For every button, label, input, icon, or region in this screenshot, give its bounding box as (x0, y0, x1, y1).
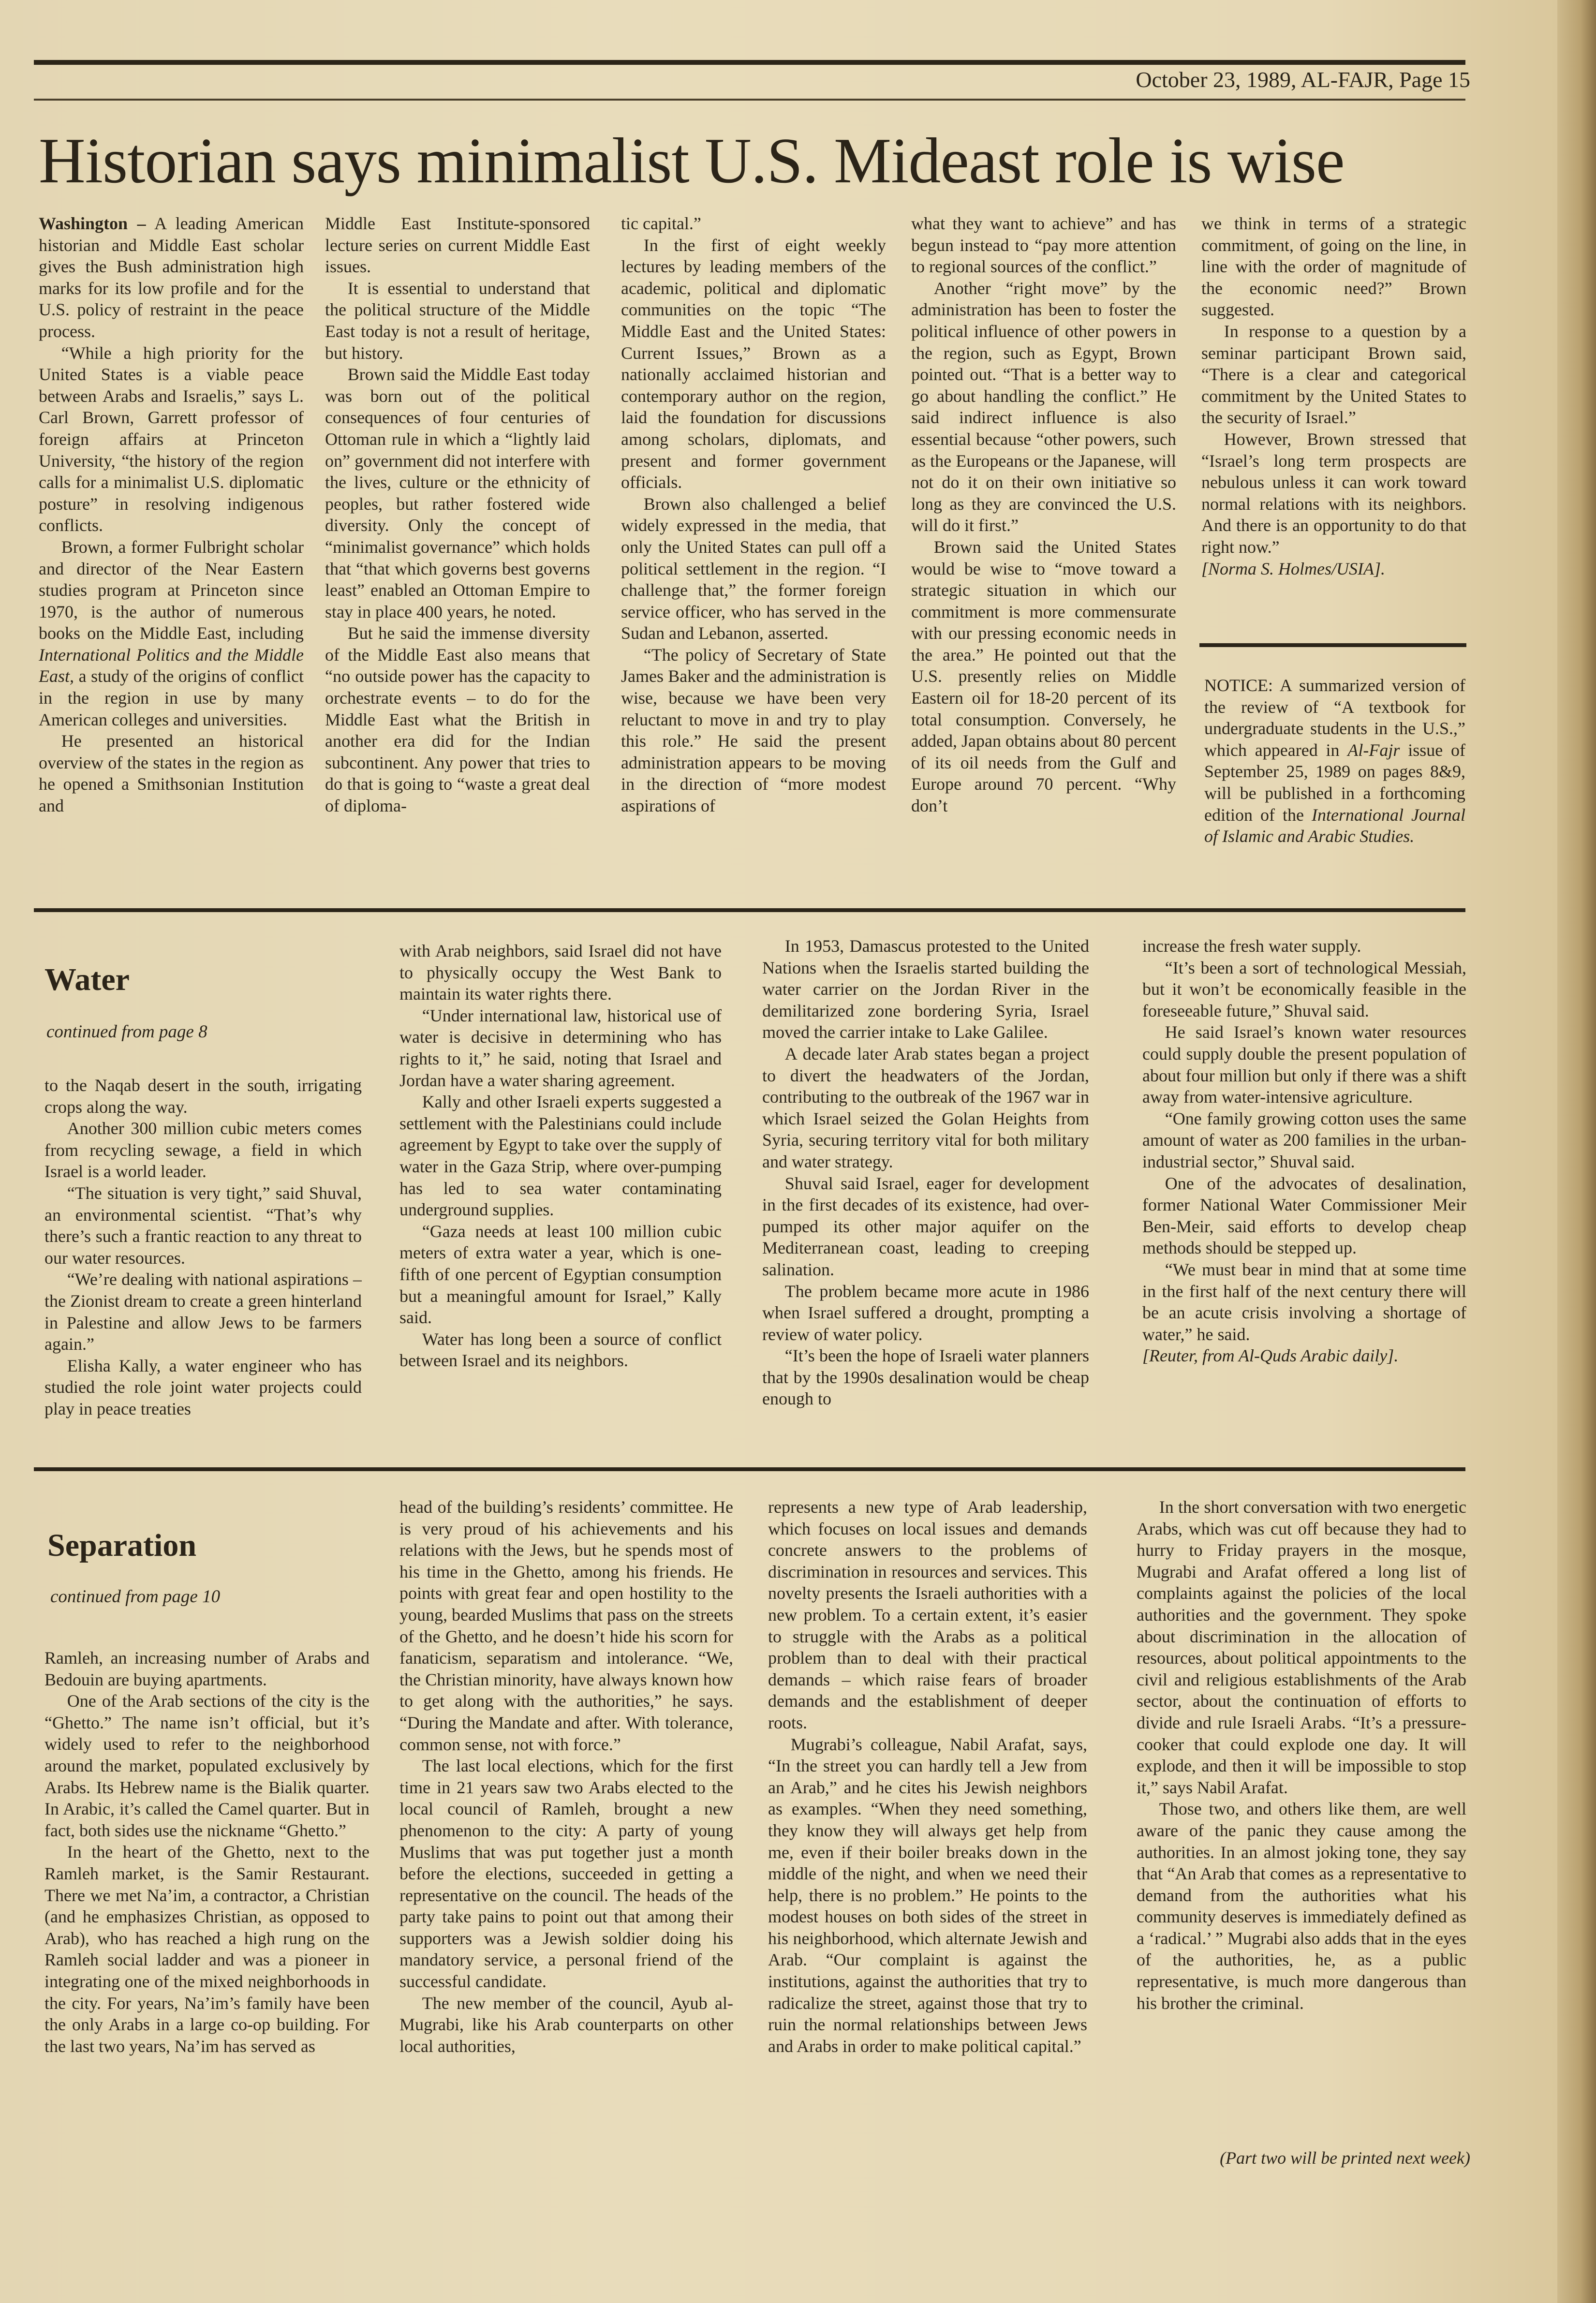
article1-column-4: what they want to achieve” and has begun instead to “pay more attention to regional sources of the conflict.” Another “right move” by the administration has been to foster the political influence of other powers in the region, such as Egypt, Brown pointed out. “That is a better way to go about handling the conflict.” He said indirect influence is also essential because “other powers, such as the Europeans or the Japanese, will not do it on their own initiative so long as they are convinced the U.S. will do it first.” Brown said the United States would be wise to “move toward a strategic situation in which our commitment is more commensurate with our pressing economic needs in the area.” He pointed out that the U.S. presently relies on Middle Eastern oil for 18-20 percent of its total consumption. Conversely, he added, Japan obtains about 80 percent of its oil needs from the Gulf and Europe around 70 percent. “Why don’t (911, 214, 1176, 816)
section-rule-2 (34, 1467, 1465, 1471)
separation-column-3: represents a new type of Arab leadership, which focuses on local issues and demands concrete answers to the problems of discrimination in resources and services. This novelty presents the Israeli authorities with a new problem. To a certain extent, it’s easier to struggle with the Arabs as a political problem than to deal with their practical demands – which raise fears of broader demands and the establishment of deeper roots. Mugrabi’s colleague, Nabil Arafat, says, “In the street you can hardly tell a Jew from an Arab,” and he cites his Jewish neighbors as examples. “When they need something, they know they will always get help from me, even if their boiler breaks down in the middle of the night, and when we need their help, there is no problem.” He points to the modest houses on both sides of the street in his neighborhood, which alternate Jewish and Arab. “Our complaint is against the institutions, against the authorities that try to radicalize the street, against those that try to ruin the normal relationships between Jews and Arabs in order to make political capital.” (768, 1497, 1087, 2056)
water-column-4: increase the fresh water supply. “It’s been a sort of technological Messiah, but it won’t be economically feasible in the foreseeable future,” Shuval said. He said Israel’s known water resources could supply double the present population of about four million but only if there was a shift away from water-intensive agriculture. “One family growing cotton uses the same amount of water as 200 families in the urban-industrial sector,” Shuval said. One of the advocates of desalination, former National Water Commissioner Meir Ben-Meir, said efforts to develop cheap methods should be stepped up. “We must bear in mind that at some time in the first half of the next century there will be an acute crisis involving a shortage of water,” he said. [Reuter, from Al-Quds Arabic daily]. (1142, 935, 1466, 1462)
separation-footer: (Part two will be printed next week) (1220, 2148, 1470, 2168)
article1-column-1: Washington – A leading American historian and Middle East scholar gives the Bush administration high marks for its low profile and for the U.S. policy of restraint in the peace process. “While a high priority for the United States is a viable peace between Arabs and Israelis,” says L. Carl Brown, Garrett professor of foreign affairs at Princeton University, “the history of the region calls for a minimalist U.S. diplomatic posture” in resolving indigenous conflicts. Brown, a former Fulbright scholar and director of the Near Eastern studies program at Princeton since 1970, is the author of numerous books on the Middle East, including International Politics and the Middle East, a study of the origins of conflict in the region in use by many American colleges and universities. He presented an historical overview of the states in the region as he opened a Smithsonian Institution and (39, 214, 304, 816)
section-rule-1 (34, 908, 1465, 912)
page-folio: October 23, 1989, AL-FAJR, Page 15 (1136, 67, 1470, 92)
page-edge (1557, 0, 1596, 2303)
notice-publication: Al-Fajr (1347, 740, 1400, 760)
folio-rule (34, 99, 1465, 101)
separation-title: Separation (47, 1528, 197, 1563)
article1-column-2: Middle East Institute-sponsored lecture series on current Middle East issues. It is essential to understand that the political structure of the Middle East today is not a result of heritage, but history. Brown said the Middle East today was born out of the political consequences of four centuries of Ottoman rule in which a “lightly laid on” government did not interfere with the lives, culture or the ethnicity of peoples, but rather fostered wide diversity. Only the concept of “minimalist governance” which holds that “that which governs best governs least” enabled an Ottoman Empire to stay in place 400 years, he noted. But he said the immense diversity of the Middle East also means that “no outside power has the capacity to orchestrate events – to do for the Middle East what the British in another era did for the Indian subcontinent. Any power that tries to do that is going to “waste a great deal of diploma- (325, 214, 590, 816)
water-credit: [Reuter, from Al-Quds Arabic daily]. (1142, 1346, 1399, 1366)
separation-column-1: Ramleh, an increasing number of Arabs and Bedouin are buying apartments. One of the Arab sections of the city is the “Ghetto.” The name isn’t official, but it’s widely used to refer to the neighborhood around the market, populated exclusively by Arabs. Its Hebrew name is the Bialik quarter. In Arabic, it’s called the Camel quarter. But in fact, both sides use the nickname “Ghetto.” In the heart of the Ghetto, next to the Ramleh market, is the Samir Restaurant. There we met Na’im, a contractor, a Christian (and he emphasizes Christian, as opposed to Arab), who has reached a high rung on the Ramleh social ladder and was a pioneer in integrating one of the mixed neighborhoods in the city. For years, Na’im’s family have been the only Arabs in a large co-op building. For the last two years, Na’im has served as (44, 1648, 369, 2056)
water-continued: continued from page 8 (46, 1022, 207, 1042)
top-rule (34, 60, 1465, 65)
notice-box: NOTICE: A summarized version of the review of “A textbook for undergraduate students in the U.S.,” which appeared in Al-Fajr issue of September 25, 1989 on pages 8&9, will be published in a forthcoming edition of the International Journal of Islamic and Arabic Studies. (1204, 676, 1466, 846)
water-column-2: with Arab neighbors, said Israel did not have to physically occupy the West Bank to maintain its water rights there. “Under international law, historical use of water is decisive in determining who has rights to it,” he said, noting that Israel and Jordan have a water sharing agreement. Kally and other Israeli experts suggested a settlement with the Palestinians could include agreement by Egypt to take over the supply of water in the Gaza Strip, where over-pumping has led to sea water contaminating underground supplies. “Gaza needs at least 100 million cubic meters of extra water a year, which is one-fifth of one percent of Egyptian consumption but a meaningful amount for Israel,” Kally said. Water has long been a source of conflict between Israel and its neighbors. (399, 941, 722, 1371)
article1-column-5: we think in terms of a strategic commitment, of going on the line, in line with the order of magnitude of the economic need?” Brown suggested. In response to a question by a seminar participant Brown said, “There is a clear and categorical commitment by the United States to the security of Israel.” However, Brown stressed that “Israel’s long term prospects are nebulous unless it can work toward normal relations with its neighbors. And there is an opportunity to do that right now.” [Norma S. Holmes/USIA]. (1201, 213, 1466, 629)
article1-column-3: tic capital.” In the first of eight weekly lectures by leading members of the academic, political and diplomatic communities on the topic “The Middle East and the United States: Current Issues,” Brown as a nationally acclaimed historian and contemporary author on the region, laid the foundation for discussions among scholars, diplomats, and present and former government officials. Brown also challenged a belief widely expressed in the media, that only the United States can pull off a political settlement in the region. “I challenge that,” the former foreign service officer, who has served in the Sudan and Lebanon, asserted. “The policy of Secretary of State James Baker and the administration is wise, because we have been very reluctant to move in and try to play this role.” He said the present administration appears to be moving in the direction of “more modest aspirations of (621, 214, 886, 816)
water-column-3: In 1953, Damascus protested to the United Nations when the Israelis started building the water carrier on the Jordan River in the demilitarized zone bordering Syria, Israel moved the carrier intake to Lake Galilee. A decade later Arab states began a project to divert the headwaters of the Jordan, contributing to the outbreak of the 1967 war in which Israel seized the Golan Heights from Syria, securing territory vital for both military and water strategy. Shuval said Israel, eager for development in the first decades of its existence, had over-pumped its other major aquifer on the Mediterranean coast, leading to creeping salination. The problem became more acute in 1986 when Israel suffered a drought, prompting a review of water policy. “It’s been the hope of Israeli water planners that by the 1990s desalination would be cheap enough to (762, 936, 1089, 1409)
notice-rule (1199, 643, 1466, 647)
book-title: International Politics and the Middle East, (39, 645, 304, 686)
water-title: Water (44, 962, 130, 997)
notice-journal: International Journal of Islamic and Arabic Studies. (1204, 805, 1465, 846)
water-column-1: to the Naqab desert in the south, irrigating crops along the way. Another 300 million cubic meters comes from recycling sewage, a field in which Israel is a world leader. “The situation is very tight,” said Shuval, an environmental scientist. “That’s why there’s such a frantic reaction to any threat to our water resources. “We’re dealing with national aspirations – the Zionist dream to create a green hinterland in Palestine and allow Jews to be farmers again.” Elisha Kally, a water engineer who has studied the role joint water projects could play in peace treaties (44, 1076, 362, 1418)
separation-column-4: In the short conversation with two energetic Arabs, which was cut off because they had to hurry to Friday prayers in the mosque, Mugrabi and Arafat offered a long list of complaints against the policies of the local authorities and the government. They spoke about discrimination in the allocation of resources, about political appointments to the civil and religious establishments of the Arab sector, about the continuation of efforts to divide and rule Israeli Arabs. “It’s a pressure-cooker that could explode one day. It will explode, and then it will be impossible to stop it,” says Nabil Arafat. Those two, and others like them, are well aware of the panic they cause among the authorities. In an almost joking tone, they say that “An Arab that comes as a representative to demand from the authorities what his community deserves is immediately defined as a ‘radical.’ ” Mugrabi also adds that in the eyes of the authorities, he, as a public representative, is much more dangerous than his brother the criminal. (1137, 1497, 1466, 2013)
separation-continued: continued from page 10 (50, 1587, 221, 1607)
headline: Historian says minimalist U.S. Mideast role is wise (39, 125, 1345, 196)
separation-column-2: head of the building’s residents’ committee. He is very proud of his achievements and his relations with the Jews, but he spends most of his time in the Ghetto, among his friends. He points with great fear and open hostility to the young, bearded Muslims that pass on the streets of the Ghetto, and he doesn’t hide his scorn for fanaticism, separatism and intolerance. “We, the Christian minority, have always known how to get along with the authorities,” he says. “During the Mandate and after. With tolerance, common sense, not with force.” The last local elections, which for the first time in 21 years saw two Arabs elected to the local council of Ramleh, brought a new phenomenon to the city: A party of young Muslims that was put together just a month before the elections, succeeded in getting a representative on the council. The heads of the party take pains to point out that among their supporters was a Jewish soldier doing his mandatory service, a personal friend of the successful candidate. The new member of the council, Ayub al-Mugrabi, like his Arab counterparts on other local authorities, (399, 1497, 733, 2056)
article1-credit: [Norma S. Holmes/USIA]. (1201, 559, 1386, 578)
dateline: Washington – (39, 214, 146, 233)
